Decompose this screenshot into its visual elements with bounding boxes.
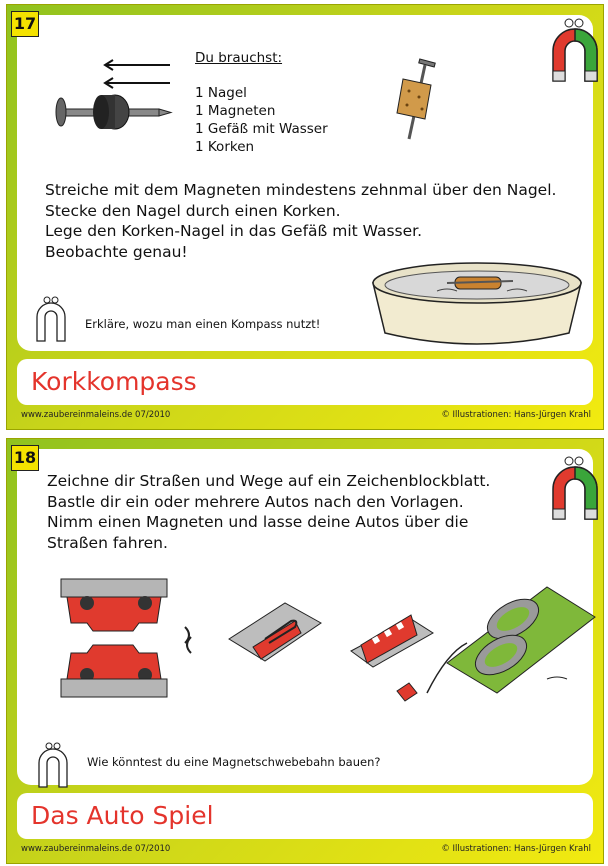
instruction-line: Lege den Korken-Nagel in das Gefäß mit Wasser. <box>45 222 423 240</box>
instruction-line: Straßen fahren. <box>47 533 168 552</box>
card-auto-spiel <box>6 438 604 864</box>
footer-website: www.zaubereinmaleins.de 07/2010 <box>21 410 171 420</box>
cork-nail-illustration <box>389 59 449 149</box>
material-item: 1 Gefäß mit Wasser <box>195 121 328 137</box>
instruction-line: Beobachte genau! <box>45 242 188 261</box>
footer-credits: © Illustrationen: Hans-Jürgen Krahl <box>441 410 591 420</box>
horseshoe-magnet-icon <box>545 17 605 87</box>
card-title: Das Auto Spiel <box>31 801 214 830</box>
instruction-line: Nimm einen Magneten und lasse deine Autos über die <box>47 513 469 531</box>
card-title: Korkkompass <box>31 367 197 396</box>
card-korkkompass <box>6 4 604 430</box>
question-text: Wie könntest du eine Magnetschwebebahn bauen? <box>87 755 381 769</box>
card-content-panel <box>17 15 593 351</box>
material-item: 1 Nagel <box>195 85 247 101</box>
footer-website: www.zaubereinmaleins.de 07/2010 <box>21 844 171 854</box>
paperclip-car-illustration <box>225 599 325 679</box>
instruction-list <box>45 180 556 262</box>
folded-car-template-illustration <box>57 579 207 699</box>
magnet-character-icon <box>33 741 73 791</box>
horseshoe-magnet-icon <box>545 455 605 525</box>
materials-heading: Du brauchst: <box>195 50 283 66</box>
road-board-illustration <box>427 583 597 703</box>
instruction-line: Stecke den Nagel durch einen Korken. <box>45 201 341 220</box>
footer-credits: © Illustrationen: Hans-Jürgen Krahl <box>441 844 591 854</box>
instruction-line: Streiche mit dem Magneten mindestens zehnmal über den Nagel. <box>45 181 557 199</box>
card-number-badge: 17 <box>11 11 39 37</box>
question-text: Erkläre, wozu man einen Kompass nutzt! <box>85 317 321 331</box>
material-item: 1 Korken <box>195 139 255 155</box>
magnet-character-icon <box>31 295 71 345</box>
bus-template-illustration <box>347 599 437 679</box>
instruction-list <box>47 471 490 553</box>
card-title-box <box>17 359 593 405</box>
water-bowl-illustration <box>367 255 587 350</box>
instruction-line: Zeichne dir Straßen und Wege auf ein Zeichenblockblatt. <box>47 472 491 490</box>
instruction-line: Bastle dir ein oder mehrere Autos nach den Vorlagen. <box>47 492 464 511</box>
card-number-badge: 18 <box>11 445 39 471</box>
materials-list <box>195 49 328 156</box>
nail-magnet-illustration <box>45 57 175 137</box>
card-content-panel <box>17 449 593 785</box>
material-item: 1 Magneten <box>195 103 276 119</box>
card-title-box <box>17 793 593 839</box>
